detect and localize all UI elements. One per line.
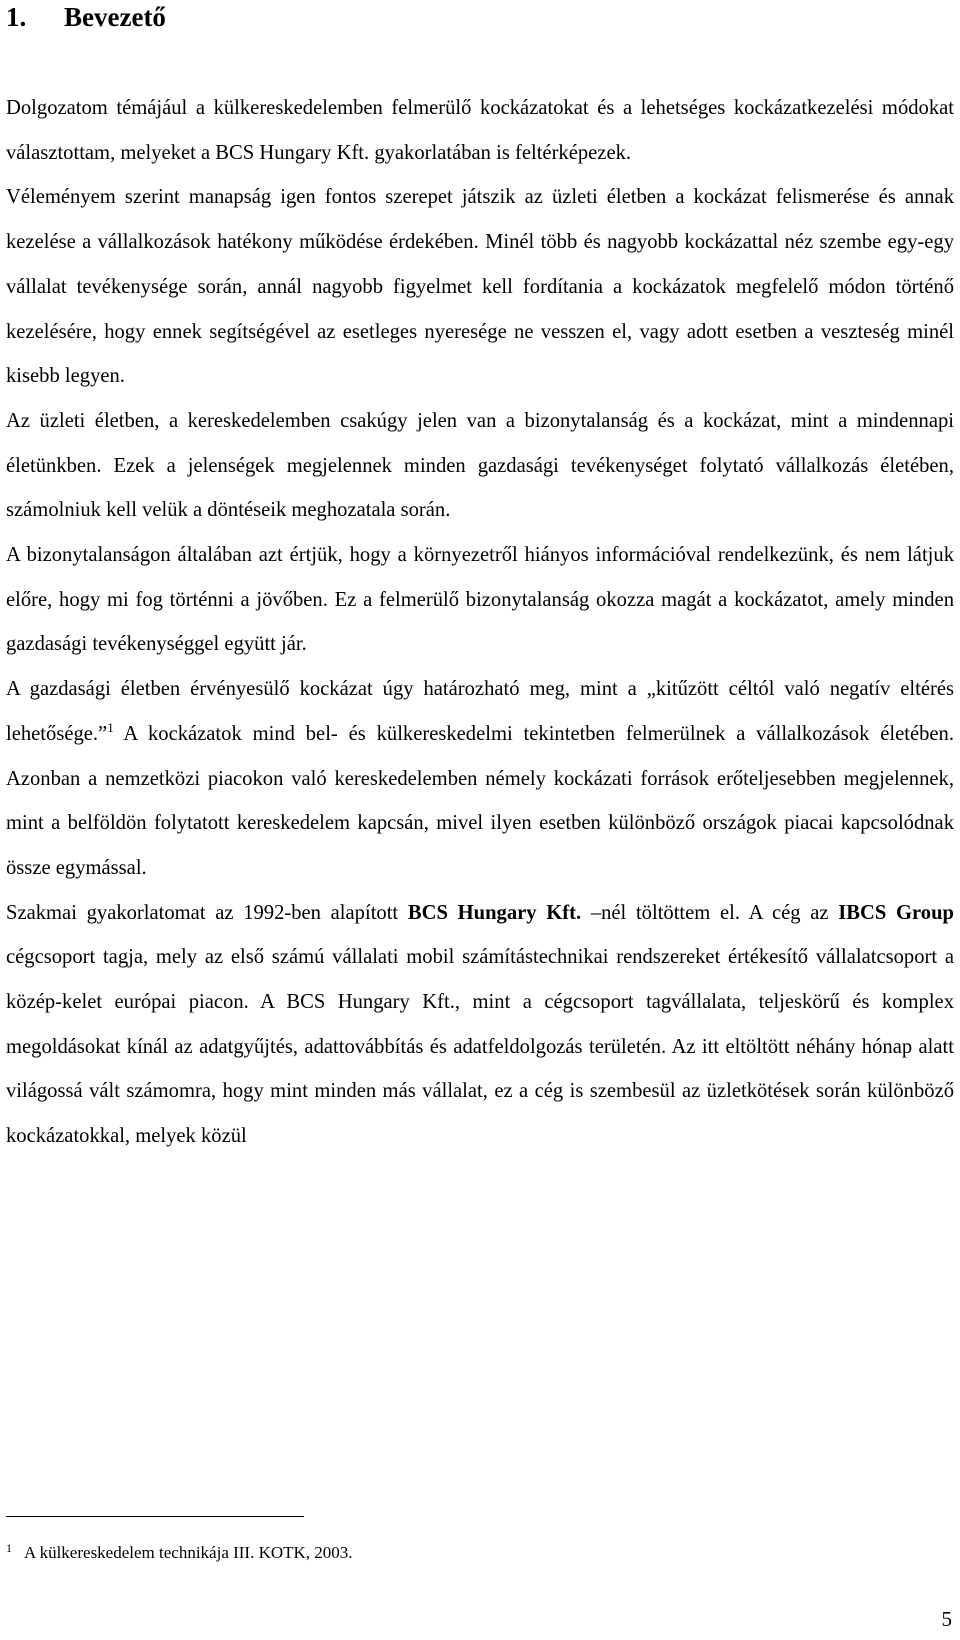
paragraph-2: Véleményem szerint manapság igen fontos szerepet játszik az üzleti életben a kockázat felismerése és annak kezelése a vállalkozások hatékony működése érdekében. Minél több és nagyobb kockázattal néz szembe egy-egy vállalat tevékenysége során, annál nagyobb figyelmet kell fordítania a kockázatok megfelelő módon történő kezelésére, hogy ennek segítségével az esetleges nyeresége ne vesszen el, vagy adott esetben a veszteség minél kisebb legyen. — [6, 186, 954, 388]
paragraph-5 — [6, 667, 954, 891]
section-heading — [6, 0, 166, 34]
section-title: Bevezető — [64, 2, 166, 32]
footnote-reference: 1 — [107, 719, 114, 735]
footnote-divider — [6, 1516, 304, 1517]
footnote — [6, 1536, 353, 1565]
section-number: 1. — [6, 2, 27, 32]
paragraph-5-text-start: A gazdasági életben érvényesülő kockázat úgy határozható meg, mint a „kitűzött céltól való negatív eltérés lehetősége.” — [6, 678, 954, 745]
paragraph-1: Dolgozatom témájául a külkereskedelemben felmerülő kockázatokat és a lehetséges kockázatkezelési módokat választottam, melyeket a BCS Hungary Kft. gyakorlatában is feltérképezek. — [6, 97, 954, 164]
paragraph-5-text-end: A kockázatok mind bel- és külkereskedelmi tekintetben felmerülnek a vállalkozások életében. Azonban a nemzetközi piacokon való kereskedelemben némely kockázati források erőteljesebben megjelennek, mint a belföldön folytatott kereskedelem kapcsán, mivel ilyen esetben különböző országok piacai kapcsolódnak össze egymással. — [6, 722, 954, 879]
group-name-bold: IBCS Group — [838, 901, 954, 924]
company-name-bold: BCS Hungary Kft. — [407, 901, 582, 924]
paragraph-6 — [6, 891, 954, 1159]
footnote-text: A külkereskedelem technikája III. KOTK, 2003. — [24, 1543, 353, 1562]
paragraph-4: A bizonytalanságon általában azt értjük, hogy a környezetről hiányos információval rendelkezünk, és nem látjuk előre, hogy mi fog történni a jövőben. Ez a felmerülő bizonytalanság okozza magát a kockázatot, amely minden gazdasági tevékenységgel együtt jár. — [6, 544, 954, 656]
paragraph-6-text-a: Szakmai gyakorlatomat az 1992-ben alapított — [6, 901, 408, 924]
body-text — [6, 86, 954, 1159]
page-number: 5 — [941, 1607, 952, 1631]
footnote-mark: 1 — [6, 1541, 12, 1555]
paragraph-6-text-c: cégcsoport tagja, mely az első számú vállalati mobil számítástechnikai rendszereket értékesítő vállalatcsoport a közép-kelet európai piacon. A BCS Hungary Kft., mint a cégcsoport tagvállalata, teljeskörű és komplex megoldásokat kínál az adatgyűjtés, adattovábbítás és adatfeldolgozás területén. Az itt eltöltött néhány hónap alatt világossá vált számomra, hogy mint minden más vállalat, ez a cég is szembesül az üzletkötések során különböző kockázatokkal, melyek közül — [6, 946, 954, 1148]
paragraph-6-text-b: –nél töltöttem el. A cég az — [581, 901, 839, 924]
paragraph-3: Az üzleti életben, a kereskedelemben csakúgy jelen van a bizonytalanság és a kockázat, mint a mindennapi életünkben. Ezek a jelenségek megjelennek minden gazdasági tevékenységet folytató vállalkozás életében, számolniuk kell velük a döntéseik meghozatala során. — [6, 409, 954, 522]
